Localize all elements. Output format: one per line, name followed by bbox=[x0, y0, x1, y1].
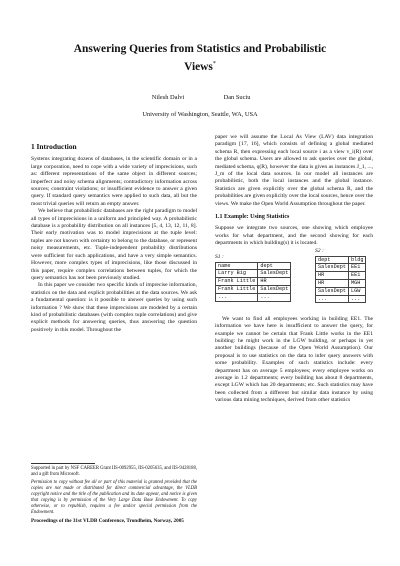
subsection-heading: 1.1 Example: Using Statistics bbox=[215, 214, 290, 221]
table-cell: LGW bbox=[349, 287, 366, 295]
title-line-2: Views bbox=[184, 60, 213, 73]
table-cell: EE1 bbox=[349, 264, 366, 272]
table-cell: HR bbox=[316, 272, 349, 280]
s2-table bbox=[315, 256, 366, 304]
table-cell: SalesDept bbox=[316, 264, 349, 272]
right-paragraph-3: We want to find all employees working in building EE1. The information we have here is insufficient to answer the query, for example we cannot be certain that Frank Little works in the EE1 building: he might work in the LGW building, or perhaps in yet another buildings (because of the Open World Assumption). Our proposal is to use statistics on the data to infer query answers with some probability. Examples of such statistics include: every department has on average 5 employees; every employee works on average in 1.2 departments; every building has about 8 departments, except LGW which has 20 departments; etc. Such statistics may have been collected from a different but similar data instance by using various data mining techniques, derived from other statistics bbox=[215, 315, 373, 404]
s1-table bbox=[215, 262, 291, 302]
affiliation: University of Washington, Seattle, WA, USA bbox=[142, 111, 258, 118]
proceedings-notice: Proceedings of the 31st VLDB Conference, Trondheim, Norway, 2005 bbox=[31, 518, 184, 524]
intro-paragraph-3: In this paper we consider two specific kinds of imprecise information, statistics on the data and explicit probabilities at the data sources. We ask a fundamental question: is it possible to answer queries by using such information ? We show that these imprecisions are modeled by a certain kind of probabilistic databases (with complex tuple correlations) and give explicit methods for answering queries, thus answering the question positively in this model. Throughout the bbox=[31, 282, 197, 333]
title-line-1: Answering Queries from Statistics and Probabilistic bbox=[73, 43, 327, 55]
table-cell: ... bbox=[316, 295, 349, 303]
section-heading: 1 Introduction bbox=[31, 142, 77, 151]
table-cell: MGH bbox=[349, 280, 366, 288]
table-cell: Frank Little bbox=[216, 286, 258, 294]
table-header: dept bbox=[316, 256, 349, 264]
table-cell: EE1 bbox=[349, 272, 366, 280]
s2-label: S2 : bbox=[315, 247, 324, 254]
table-header: bldg bbox=[349, 256, 366, 264]
table-cell: ... bbox=[216, 293, 258, 301]
author-2: Dan Suciu bbox=[223, 94, 251, 101]
right-column bbox=[215, 134, 373, 405]
author-1: Nilesh Dalvi bbox=[151, 94, 185, 101]
footnote-rule bbox=[31, 463, 95, 464]
right-paragraph-1: paper we will assume the Local As View (LAV) data integration paradigm [17, 16], which consists of defining a global mediated schema R, then expressing each local source i as a view v_i(R) over the global schema. Users are allowed to ask queries over the global, mediated schema, q(R), however the data is given as instances J_1, ..., J_m of the local data sources. In our model all instances are probabilistic, both the local instances and the global instance. Statistics are given explicitly over the global schema R, and the probabilities are given explicitly over the local sources, hence over the views. We make the Open World Assumption throughout the paper. bbox=[215, 134, 373, 207]
table-cell: Frank Little bbox=[216, 278, 258, 286]
table-cell: SalesDept bbox=[316, 287, 349, 295]
title-footnote-mark: * bbox=[212, 60, 216, 67]
table-cell: ... bbox=[349, 295, 366, 303]
intro-paragraph-1: Systems integrating dozens of databases, in the scientific domain or in a large corporation, need to cope with a wide variety of imprecisions, such as: different representations of the same object in different sources; imperfect and noisy schema alignments; contradictory information across sources; constraint violations; or insufficient evidence to answer a given query. If standard query semantics were applied to such data, all but the most trivial queries will return an empty answer. bbox=[31, 156, 197, 207]
s1-label: S1 : bbox=[215, 253, 224, 260]
table-cell: SalesDept bbox=[258, 286, 291, 294]
left-column bbox=[31, 143, 197, 334]
table-header: dept bbox=[258, 262, 291, 270]
table-cell: HR bbox=[258, 278, 291, 286]
table-header: name bbox=[216, 262, 258, 270]
table-cell: SalesDept bbox=[258, 270, 291, 278]
support-footnote: Supported in part by NSF CAREER Grant IIS-0092955, IIS-0205635, and IIS-9428188, and a gift from Microsoft. bbox=[31, 466, 197, 477]
table-cell: HR bbox=[316, 280, 349, 288]
example-relations bbox=[215, 247, 373, 310]
intro-paragraph-2: We believe that probabilistic databases are the right paradigm to model all types of imprecisions in a uniform and principled way. A probabilistic database is a probability distribution on all instances [5, 4, 13, 12, 11, 8]. Their early motivation was to model imprecisions at the tuple level: tuples are not known with certainty to belong to the database, or represent noisy measurements, etc. Tuple-independent probability distributions were sufficient for such applications, and have a very simple semantics. However, more complex types of imprecisions, like those discussed in this paper, require complex correlations between tuples, for which the query semantics has not been previously studied. bbox=[31, 208, 197, 281]
table-cell: Larry Big bbox=[216, 270, 258, 278]
permission-notice: Permission to copy without fee all or part of this material is granted provided that the copies are not made or distributed for direct commercial advantage, the VLDB copyright notice and the title of the publication and its date appear, and notice is given that copying is by permission of the Very Large Data Base Endowment. To copy otherwise, or to republish, requires a fee and/or special permission from the Endowment. bbox=[31, 480, 197, 515]
table-cell: ... bbox=[258, 293, 291, 301]
example-paragraph: Suppose we integrate two sources, one showing which employee works for what department, and the second showing for each departments in which building(s) it is located. bbox=[215, 225, 373, 247]
paper-title bbox=[40, 42, 360, 74]
footnotes bbox=[31, 466, 197, 527]
